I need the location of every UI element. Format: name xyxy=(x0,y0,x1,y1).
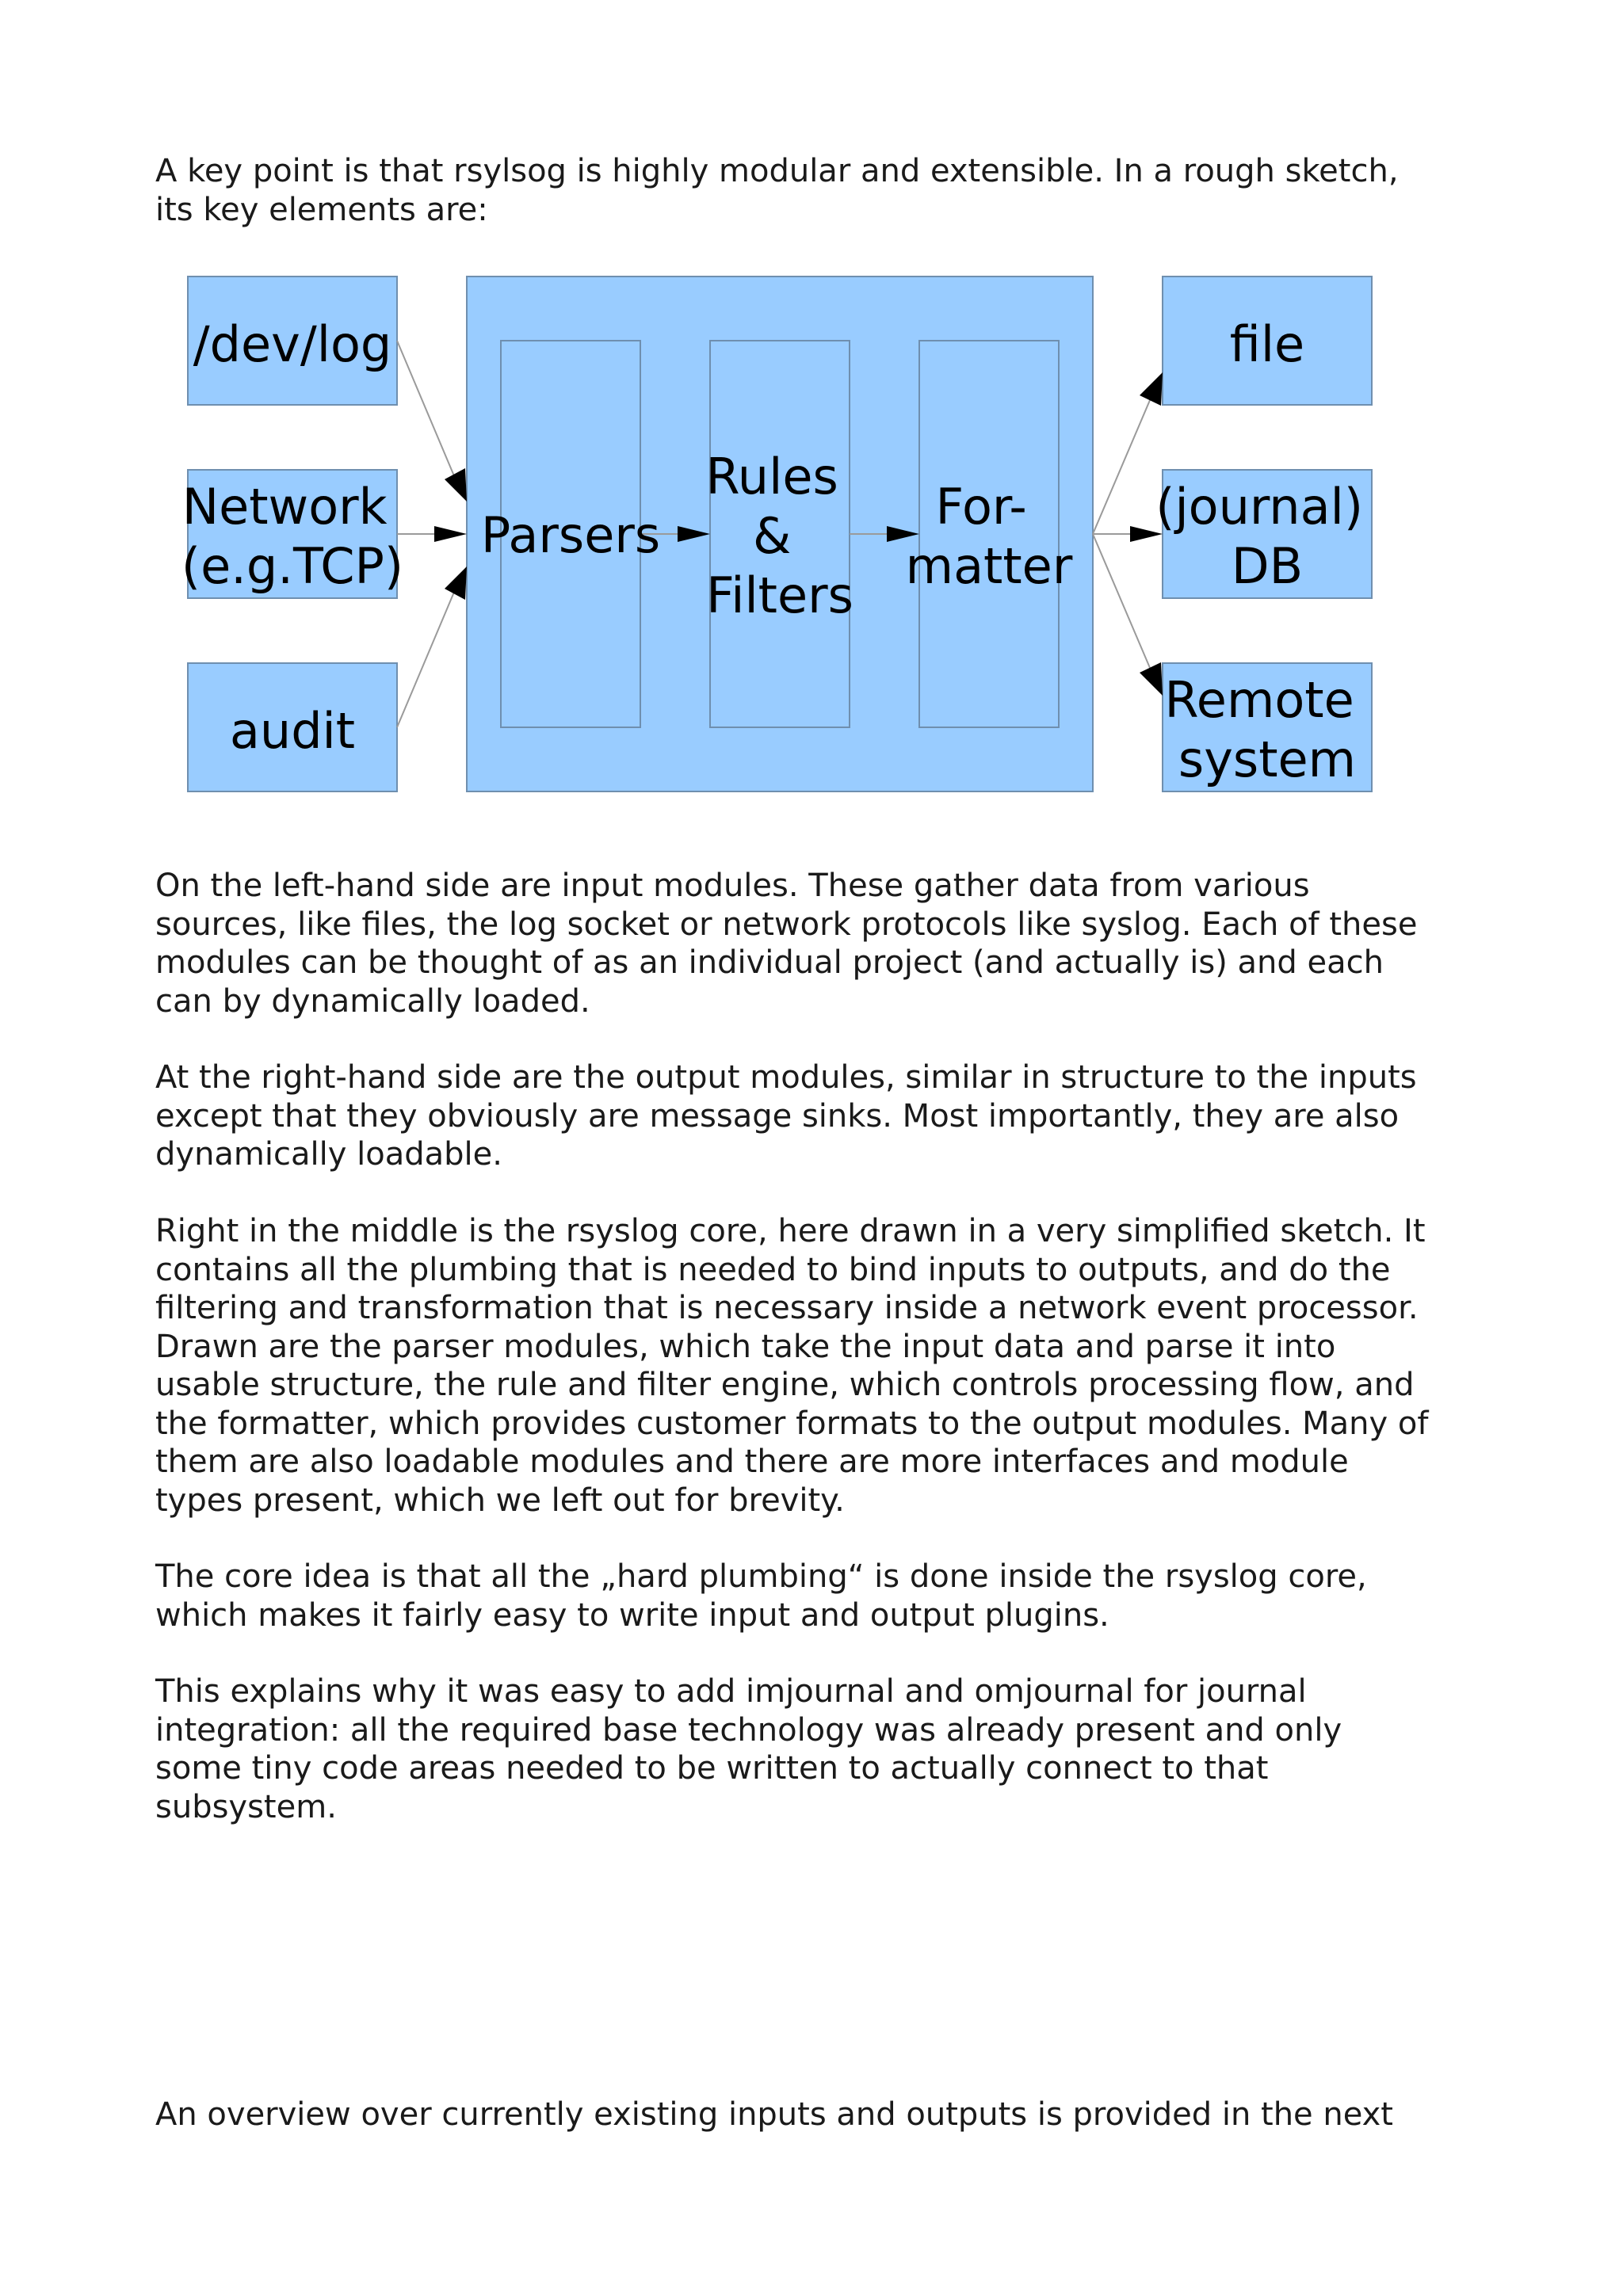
arrowhead-devlog xyxy=(445,468,467,502)
label-remote-system: Remote system xyxy=(1164,671,1357,788)
intro-paragraph: A key point is that rsylsog is highly modular and extensible. In a rough sketch, its key elements are: xyxy=(155,153,1399,228)
connector-audit-core xyxy=(397,575,461,727)
label-parsers: Parsers xyxy=(480,506,661,564)
label-journal-db: (journal) DB xyxy=(1155,478,1364,595)
label-rules-filters: Rules & Filters xyxy=(705,448,854,624)
paragraph-journal-integration: This explains why it was easy to add imjournal and omjournal for journal integration: all the required base technology was already present and only some tiny code areas needed to be written to actually connect to that subsystem. xyxy=(155,1673,1342,1825)
arrowhead-audit xyxy=(445,566,467,600)
paragraph-core-idea: The core idea is that all the „hard plumbing“ is done inside the rsyslog core, which makes it fairly easy to write input and output plugins. xyxy=(155,1558,1367,1634)
label-network: Network (e.g.TCP) xyxy=(181,478,404,595)
arrowhead-file xyxy=(1140,372,1163,406)
paragraph-rsyslog-core: Right in the middle is the rsyslog core, here drawn in a very simplified sketch. It contains all the plumbing that is needed to bind inputs to outputs, and do the filtering and transformation that is necessary inside a network event processor. Drawn are the parser modules, which take the input data and parse it into usable structure, the rule and filter engine, which controls processing flow, and the formatter, which provides customer formats to the output modules. Many of them are also loadable modules and there are more interfaces and module types present, which we left out for brevity. xyxy=(155,1213,1429,1519)
arrowhead-remote xyxy=(1140,662,1163,696)
label-devlog: /dev/log xyxy=(193,315,392,373)
connector-devlog-core xyxy=(397,341,461,493)
paragraph-input-modules: On the left-hand side are input modules. These gather data from various sources, like files, the log socket or network protocols like syslog. Each of these modules can be thought of as an individual project (and actually is) and each can by dynamically loaded. xyxy=(155,868,1418,1020)
label-formatter: For- matter xyxy=(905,478,1073,595)
arrowhead-network xyxy=(434,526,467,542)
paragraph-overview: An overview over currently existing inputs and outputs is provided in the next xyxy=(155,2096,1393,2133)
architecture-diagram xyxy=(0,0,1623,808)
connector-core-file xyxy=(1093,383,1157,534)
label-audit: audit xyxy=(229,702,356,760)
paragraph-output-modules: At the right-hand side are the output modules, similar in structure to the inputs except that they obviously are message sinks. Most importantly, they are also dynamically loadable. xyxy=(155,1059,1417,1173)
connector-core-remote xyxy=(1093,534,1157,685)
label-file: file xyxy=(1229,315,1305,373)
